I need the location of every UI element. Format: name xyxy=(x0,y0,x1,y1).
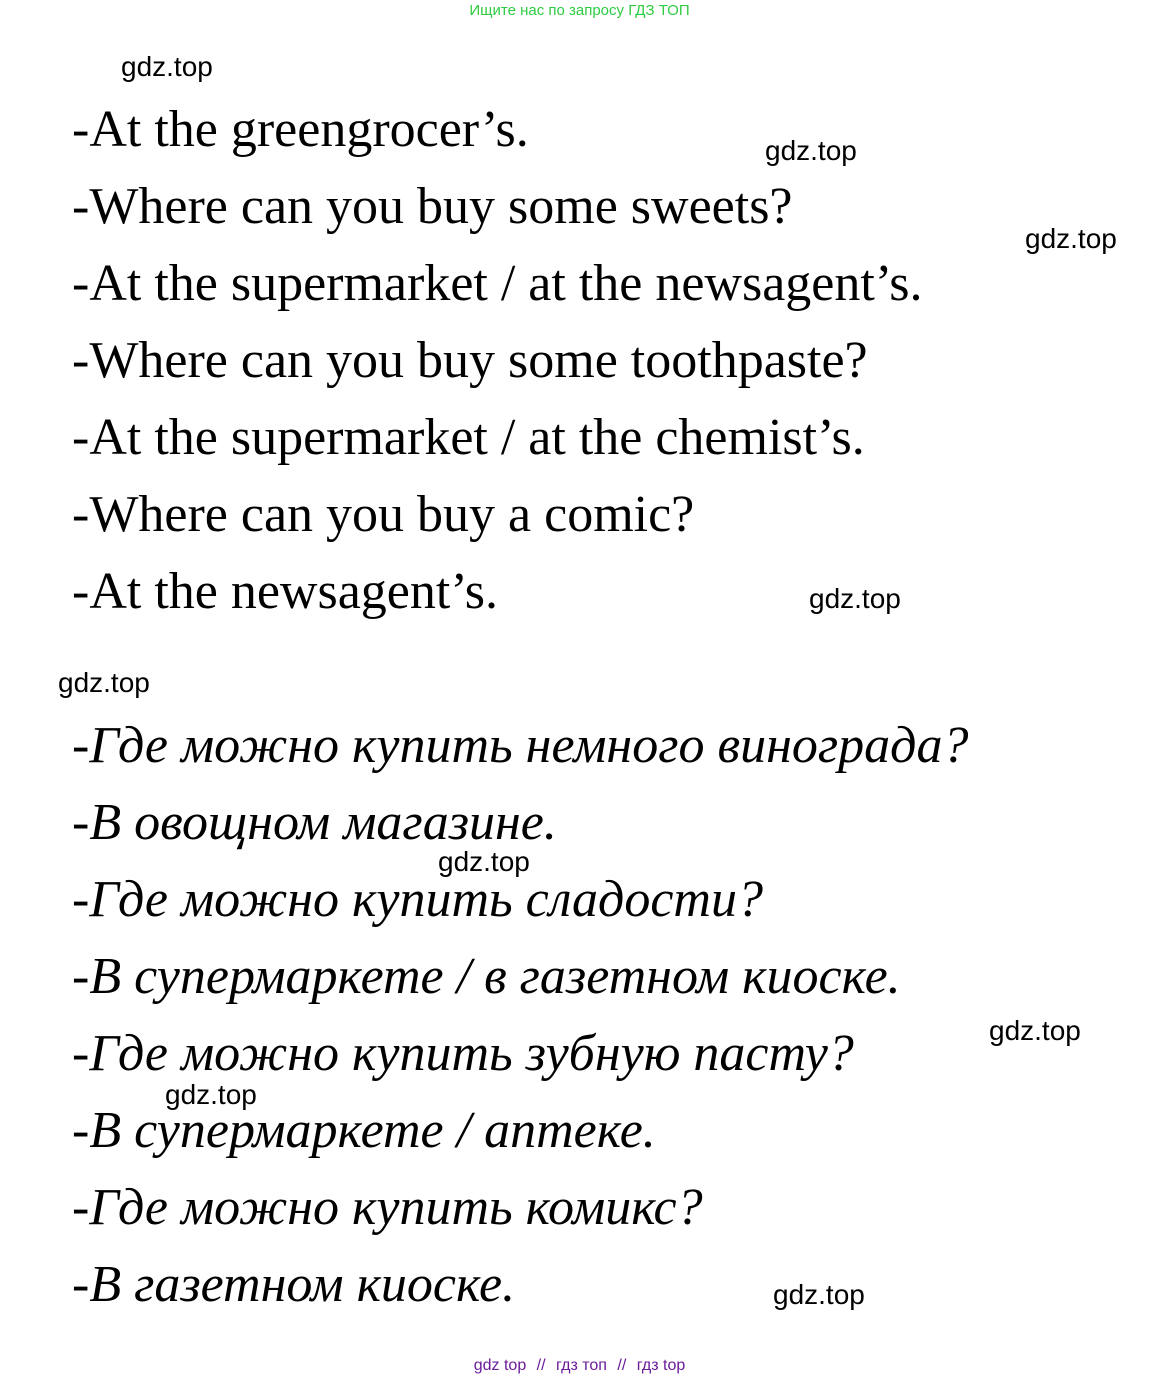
footer-separator: // xyxy=(536,1357,546,1374)
english-line: -Where can you buy a comic? xyxy=(72,486,695,543)
watermark: gdz.top xyxy=(1025,223,1117,254)
watermark: gdz.top xyxy=(58,667,150,698)
footer-link-gdz-top-mixed[interactable]: гдз top xyxy=(636,1357,686,1374)
watermark: gdz.top xyxy=(773,1279,865,1310)
russian-line: -Где можно купить сладости? xyxy=(72,871,763,928)
footer-link-gdz-top-ru[interactable]: гдз топ xyxy=(556,1357,607,1374)
russian-line: -Где можно купить немного винограда? xyxy=(72,717,969,774)
footer xyxy=(0,1357,1159,1375)
english-line: -At the newsagent’s. xyxy=(72,563,499,620)
footer-separator: // xyxy=(617,1357,627,1374)
watermark: gdz.top xyxy=(809,583,901,614)
watermark: gdz.top xyxy=(989,1015,1081,1046)
watermark: gdz.top xyxy=(438,846,530,877)
english-line: -At the supermarket / at the newsagent’s. xyxy=(72,255,923,312)
english-line: -At the supermarket / at the chemist’s. xyxy=(72,409,865,466)
english-line: -At the greengrocer’s. xyxy=(72,101,529,158)
russian-line: -В супермаркете / аптеке. xyxy=(72,1102,656,1159)
watermark: gdz.top xyxy=(121,51,213,82)
top-banner[interactable]: Ищите нас по запросу ГДЗ ТОП xyxy=(469,2,690,19)
russian-line: -В супермаркете / в газетном киоске. xyxy=(72,948,901,1005)
russian-line: -Где можно купить зубную пасту? xyxy=(72,1025,854,1082)
english-line: -Where can you buy some sweets? xyxy=(72,178,793,235)
watermark: gdz.top xyxy=(165,1079,257,1110)
russian-line: -В овощном магазине. xyxy=(72,794,557,851)
watermark: gdz.top xyxy=(765,135,857,166)
russian-line: -Где можно купить комикс? xyxy=(72,1179,703,1236)
russian-line: -В газетном киоске. xyxy=(72,1256,516,1313)
english-line: -Where can you buy some toothpaste? xyxy=(72,332,868,389)
footer-link-gdz-top[interactable]: gdz top xyxy=(473,1357,527,1374)
